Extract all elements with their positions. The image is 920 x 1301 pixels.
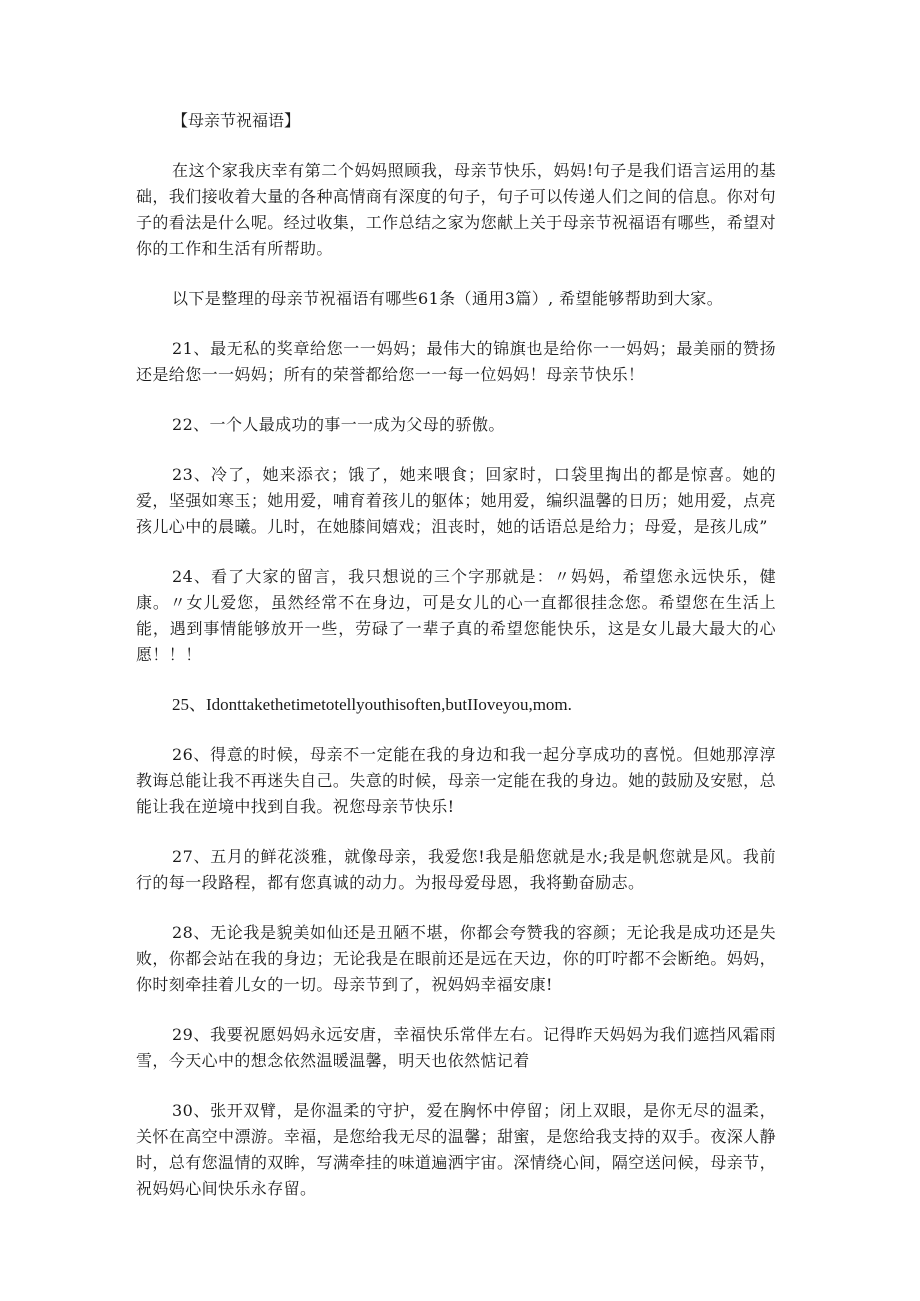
summary-paragraph: 以下是整理的母亲节祝福语有哪些61条（通用3篇）, 希望能够帮助到大家。 bbox=[172, 289, 724, 308]
greeting-25: 25、Idonttakethetimetotellyouthisoften,butIIoveyou,mom. bbox=[172, 695, 572, 714]
document-body bbox=[136, 108, 776, 1202]
greeting-21: 21、最无私的奖章给您一一妈妈；最伟大的锦旗也是给你一一妈妈；最美丽的赞扬还是给您一一妈妈；所有的荣誉都给您一一每一位妈妈！母亲节快乐！ bbox=[136, 339, 776, 384]
spacer bbox=[136, 668, 776, 692]
spacer bbox=[136, 312, 776, 336]
spacer bbox=[136, 540, 776, 564]
spacer bbox=[136, 718, 776, 742]
spacer bbox=[136, 438, 776, 462]
spacer bbox=[136, 134, 776, 158]
spacer bbox=[136, 820, 776, 844]
greeting-30: 30、张开双臂，是你温柔的守护，爱在胸怀中停留；闭上双眼，是你无尽的温柔，关怀在高空中漂游。幸福，是您给我无尽的温馨；甜蜜，是您给我支持的双手。夜深人静时，总有您温情的双眸，写满牵挂的味道遍洒宇宙。深情绕心间，隔空送问候，母亲节，祝妈妈心间快乐永存留。 bbox=[136, 1101, 776, 1198]
spacer bbox=[136, 1074, 776, 1098]
greeting-23: 23、冷了，她来添衣；饿了，她来喂食；回家时，口袋里掏出的都是惊喜。她的爱，坚强如寒玉；她用爱，哺育着孩儿的躯体；她用爱，编织温馨的日历；她用爱，点亮孩儿心中的晨曦。儿时，在她膝间嬉戏；沮丧时，她的话语总是给力；母爱，是孩儿成” bbox=[136, 465, 776, 536]
intro-paragraph: 在这个家我庆幸有第二个妈妈照顾我，母亲节快乐，妈妈!句子是我们语言运用的基础，我们接收着大量的各种高情商有深度的句子，句子可以传递人们之间的信息。你对句子的看法是什么呢。经过收集，工作总结之家为您献上关于母亲节祝福语有哪些，希望对你的工作和生活有所帮助。 bbox=[136, 161, 776, 258]
document-title: 【母亲节祝福语】 bbox=[172, 111, 301, 130]
greeting-28: 28、无论我是貌美如仙还是丑陋不堪，你都会夸赞我的容颜；无论我是成功还是失败，你都会站在我的身边；无论我是在眼前还是远在天边，你的叮咛都不会断绝。妈妈，你时刻牵挂着儿女的一切。母亲节到了，祝妈妈幸福安康! bbox=[136, 923, 776, 994]
spacer bbox=[136, 388, 776, 412]
greeting-26: 26、得意的时候，母亲不一定能在我的身边和我一起分享成功的喜悦。但她那淳淳教诲总能让我不再迷失自己。失意的时候，母亲一定能在我的身边。她的鼓励及安慰，总能让我在逆境中找到自我。祝您母亲节快乐! bbox=[136, 745, 776, 816]
spacer bbox=[136, 262, 776, 286]
spacer bbox=[136, 998, 776, 1022]
greeting-24: 24、看了大家的留言，我只想说的三个字那就是：〃妈妈，希望您永远快乐，健康。〃女儿爱您，虽然经常不在身边，可是女儿的心一直都很挂念您。希望您在生活上能，遇到事情能够放开一些，劳碌了一辈子真的希望您能快乐，这是女儿最大最大的心愿！！！ bbox=[136, 567, 776, 664]
greeting-22: 22、一个人最成功的事一一成为父母的骄傲。 bbox=[172, 415, 505, 434]
greeting-27: 27、五月的鲜花淡雅，就像母亲，我爱您!我是船您就是水;我是帆您就是风。我前行的每一段路程，都有您真诚的动力。为报母爱母恩，我将勤奋励志。 bbox=[136, 847, 776, 892]
greeting-29: 29、我要祝愿妈妈永远安唐，幸福快乐常伴左右。记得昨天妈妈为我们遮挡风霜雨雪，今天心中的想念依然温暖温馨，明天也依然惦记着 bbox=[136, 1025, 776, 1070]
spacer bbox=[136, 896, 776, 920]
